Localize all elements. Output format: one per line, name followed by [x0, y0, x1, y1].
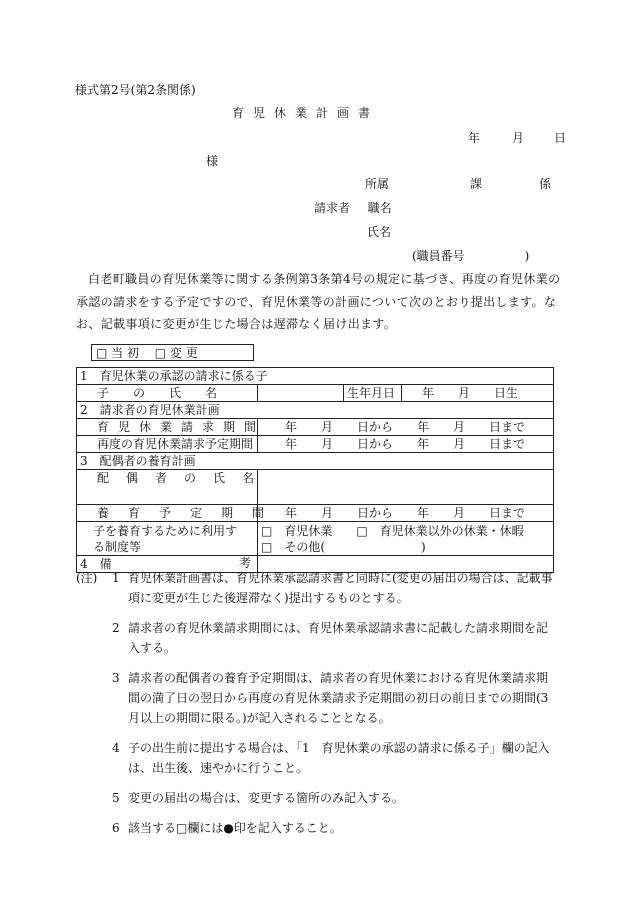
date-day: 日	[554, 131, 567, 145]
table-row	[77, 419, 554, 436]
system-options[interactable]	[258, 522, 554, 556]
note-item: 2 請求者の育児休業請求期間には、育児休業承認請求書に記載した請求期間を記入する。	[112, 621, 549, 655]
note-item: 6 該当する□欄には●印を記入すること。	[112, 821, 342, 835]
date-month: 月	[512, 131, 525, 145]
affiliation-label: 所属	[365, 177, 390, 191]
redo-period-field[interactable]: 年 月 日から 年 月 日まで	[258, 436, 554, 453]
child-name-label: 子 の 氏 名	[77, 385, 258, 402]
note-item: (注) 1 育児休業計画書は、育児休業承認請求書と同時に(変更の届出の場合は、記載事項に変更が生じた後遅滞なく)提出するものとする。	[76, 568, 558, 608]
table-row	[77, 402, 554, 419]
leave-period-label: 育児休業請求期間	[77, 419, 258, 436]
requester-label: 請求者	[314, 201, 351, 215]
plan-table	[76, 367, 554, 573]
table-row	[77, 505, 554, 522]
note-item: 5 変更の届出の場合は、変更する箇所のみ記入する。	[112, 791, 405, 805]
employee-number: (職員番号 )	[412, 249, 530, 263]
subsection-label: 係	[539, 177, 552, 191]
notes-marker: (注)	[76, 571, 98, 585]
date-line	[468, 130, 566, 146]
date-year: 年	[468, 131, 481, 145]
table-row	[77, 453, 554, 470]
spouse-name-field[interactable]	[258, 470, 554, 505]
section-1-title: 1 育児休業の承認の請求に係る子	[77, 368, 554, 385]
table-row	[77, 522, 554, 556]
care-period-label: 養育予定期間	[77, 505, 258, 522]
birth-date-label: 生年月日	[344, 385, 402, 402]
system-option-line-1[interactable]: □ 育児休業 □ 育児休業以外の休業・休暇	[261, 523, 524, 538]
system-label: 子を養育するために利用す る制度等	[77, 522, 258, 556]
table-row	[77, 470, 554, 505]
remarks-label: 4 備 考	[77, 556, 258, 573]
section-2-title: 2 請求者の育児休業計画	[77, 402, 554, 419]
body-paragraph: 白老町職員の育児休業等に関する条例第3条第4号の規定に基づき、再度の育児休業の承認の請求をする予定ですので、育児休業等の計画について次のとおり提出します。なお、記載事項に変更が生じた場合は遅滞なく届け出ます。	[76, 272, 561, 331]
care-period-field[interactable]: 年 月 日から 年 月 日まで	[258, 505, 554, 522]
addressee-suffix: 様	[206, 154, 219, 168]
table-row	[77, 368, 554, 385]
note-item: 3 請求者の配偶者の養育予定期間は、請求者の育児休業における育児休業請求期間の満了日の翌日から再度の育児休業請求予定期間の初日の前日までの期間(3月以上の期間に限る。)が記入されることとなる。	[112, 671, 549, 725]
change-type-options[interactable]: □ 当 初 □ 変 更	[91, 344, 254, 361]
position-label: 職名	[367, 201, 392, 215]
birth-date-field[interactable]: 年 月 日生	[402, 385, 554, 402]
spouse-name-label: 配偶者の氏名	[77, 470, 258, 505]
leave-period-field[interactable]: 年 月 日から 年 月 日まで	[258, 419, 554, 436]
form-number: 様式第2号(第2条関係)	[75, 83, 196, 97]
note-item: 4 子の出生前に提出する場合は、「1 育児休業の承認の請求に係る子」欄の記入は、出生後、速やかに行うこと。	[112, 741, 550, 775]
name-label: 氏名	[367, 225, 392, 239]
section-label: 課	[470, 177, 483, 191]
affiliation-row	[365, 176, 555, 192]
table-row	[77, 436, 554, 453]
system-option-line-2[interactable]: □ その他( )	[261, 539, 426, 554]
notes-section	[76, 568, 558, 848]
redo-period-label: 再度の育児休業請求予定期間	[77, 436, 258, 453]
child-name-field[interactable]	[258, 385, 344, 402]
table-row	[77, 385, 554, 402]
requester-row	[314, 200, 392, 216]
section-3-title: 3 配偶者の養育計画	[77, 453, 554, 470]
page-title: 育児休業計画書	[232, 106, 380, 120]
